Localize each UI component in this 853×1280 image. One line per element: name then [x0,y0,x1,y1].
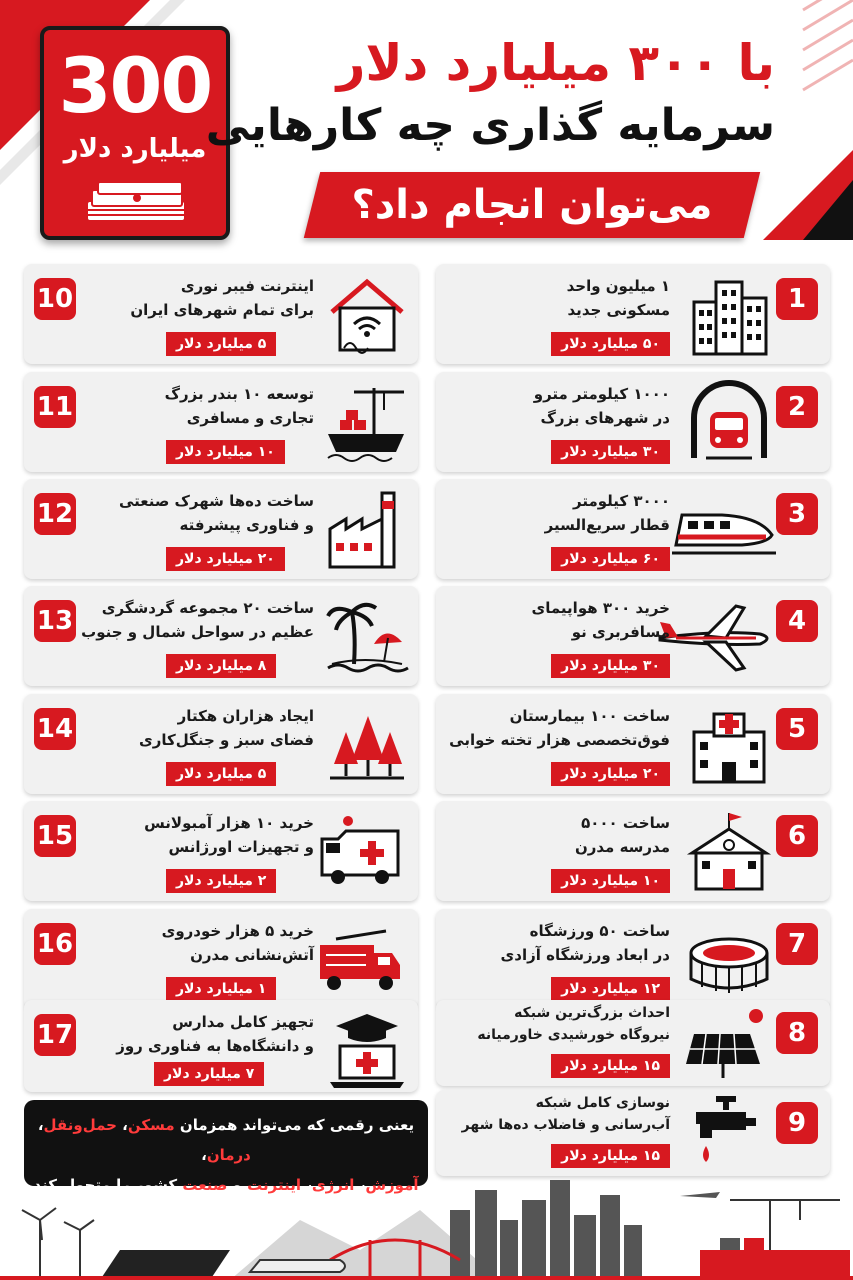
item-price: ۷ میلیارد دلار [154,1062,264,1086]
item-number: 1 [776,278,818,320]
item-price: ۵ میلیارد دلار [166,332,276,356]
item-description: ساخت ۲۰ مجموعه گردشگری عظیم در سواحل شمال و جنوب [81,599,314,641]
title-line-2: سرمایه گذاری چه کارهایی [205,100,775,151]
item-number: 9 [776,1102,818,1144]
item-number: 15 [34,815,76,857]
item-number: 7 [776,923,818,965]
badge-number: 300 [58,41,212,130]
item-card-10 [24,264,418,364]
item-card-8 [436,1000,830,1086]
item-card-16 [24,909,418,1009]
item-card-14 [24,694,418,794]
item-price: ۱۰ میلیارد دلار [551,869,670,893]
port-ship-icon [324,380,410,466]
item-description: ۱۰۰۰ کیلومتر مترو در شهرهای بزرگ [533,385,670,427]
item-price: ۲ میلیارد دلار [166,869,276,893]
item-card-7 [436,909,830,1009]
item-card-9 [436,1090,830,1176]
item-number: 2 [776,386,818,428]
title-line-3: می‌توان انجام داد؟ [351,182,713,228]
item-number: 4 [776,600,818,642]
item-number: 14 [34,708,76,750]
item-description: خرید ۳۰۰ هواپیمای مسافربری نو [531,599,670,641]
item-description: ۱ میلیون واحد مسکونی جدید [566,277,670,319]
item-description: خرید ۵ هزار خودروی آتش‌نشانی مدرن [161,922,314,964]
item-number: 3 [776,493,818,535]
item-price: ۱۵ میلیارد دلار [551,1054,670,1078]
item-card-13 [24,586,418,686]
item-description: ۳۰۰۰ کیلومتر قطار سریع‌السیر [544,492,670,534]
item-number: 11 [34,386,76,428]
item-description: ساخت ده‌ها شهرک صنعتی و فناوری پیشرفته [118,492,314,534]
item-number: 13 [34,600,76,642]
item-card-6 [436,801,830,901]
item-description: احداث بزرگ‌ترین شبکه نیروگاه خورشیدی خاورمیانه [477,1005,670,1043]
factory-icon [324,487,410,573]
amount-badge [40,26,230,240]
ambulance-icon [318,809,404,895]
item-card-2 [436,372,830,472]
item-card-1 [436,264,830,364]
wifi-house-icon [324,272,410,358]
item-number: 10 [34,278,76,320]
item-price: ۱۲ میلیارد دلار [551,977,670,1001]
solar-panel-icon [686,1004,772,1082]
item-number: 16 [34,923,76,965]
item-card-12 [24,479,418,579]
high-speed-train-icon [672,487,776,573]
money-stack-icon [82,180,192,226]
stadium-icon [686,917,772,1003]
item-number: 12 [34,493,76,535]
badge-unit: میلیارد دلار [63,134,207,164]
item-card-5 [436,694,830,794]
item-description: اینترنت فیبر نوری برای تمام شهرهای ایران [130,277,314,319]
graduation-laptop-icon [324,1008,410,1094]
summary-line-2: آموزش، انرژی، اینترنت و صنعت کشور را متحول کند [33,1176,419,1194]
item-price: ۲۰ میلیارد دلار [166,547,285,571]
item-description: تجهیز کامل مدارس و دانشگاه‌ها به فناوری روز [116,1013,314,1055]
item-number: 5 [776,708,818,750]
school-icon [686,809,772,895]
item-description: خرید ۱۰ هزار آمبولانس و تجهیزات اورژانس [144,814,314,856]
skyline-illustration [0,1180,853,1280]
item-price: ۵۰ میلیارد دلار [551,332,670,356]
item-price: ۲۰ میلیارد دلار [551,762,670,786]
item-card-4 [436,586,830,686]
hospital-icon [686,702,772,788]
item-price: ۳۰ میلیارد دلار [551,654,670,678]
title-line-1: با ۳۰۰ میلیارد دلار [336,34,775,92]
item-price: ۸ میلیارد دلار [166,654,276,678]
item-price: ۱ میلیارد دلار [166,977,276,1001]
item-price: ۳۰ میلیارد دلار [551,440,670,464]
metro-tunnel-icon [686,380,772,466]
item-description: ایجاد هزاران هکتار فضای سبز و جنگل‌کاری [139,707,314,749]
item-price: ۶۰ میلیارد دلار [551,547,670,571]
item-card-15 [24,801,418,901]
item-description: ساخت ۱۰۰ بیمارستان فوق‌تخصصی هزار تخته خوابی [449,707,670,749]
item-card-17 [24,1000,418,1092]
water-tap-icon [686,1092,772,1170]
summary-box [24,1100,428,1194]
item-number: 8 [776,1012,818,1054]
item-description: نوسازی کامل شبکه آب‌رسانی و فاضلاب ده‌ها شهر [461,1095,670,1133]
beach-palm-icon [324,594,410,680]
item-card-11 [24,372,418,472]
item-description: ساخت ۵۰۰۰ مدرسه مدرن [574,814,670,856]
forest-icon [324,702,410,788]
building-icon [686,272,772,358]
item-price: ۱۰ میلیارد دلار [166,440,285,464]
summary-line-1: یعنی رقمی که می‌تواند همزمان مسکن، حمل‌ونقل، درمان، [37,1116,415,1164]
item-card-3 [436,479,830,579]
fire-truck-icon [316,917,406,1003]
item-description: ساخت ۵۰ ورزشگاه در ابعاد ورزشگاه آزادی [500,922,670,964]
item-price: ۱۵ میلیارد دلار [551,1144,670,1168]
item-number: 17 [34,1014,76,1056]
item-price: ۵ میلیارد دلار [166,762,276,786]
item-number: 6 [776,815,818,857]
airplane-icon [656,594,776,680]
item-description: توسعه ۱۰ بندر بزرگ تجاری و مسافری [164,385,314,427]
